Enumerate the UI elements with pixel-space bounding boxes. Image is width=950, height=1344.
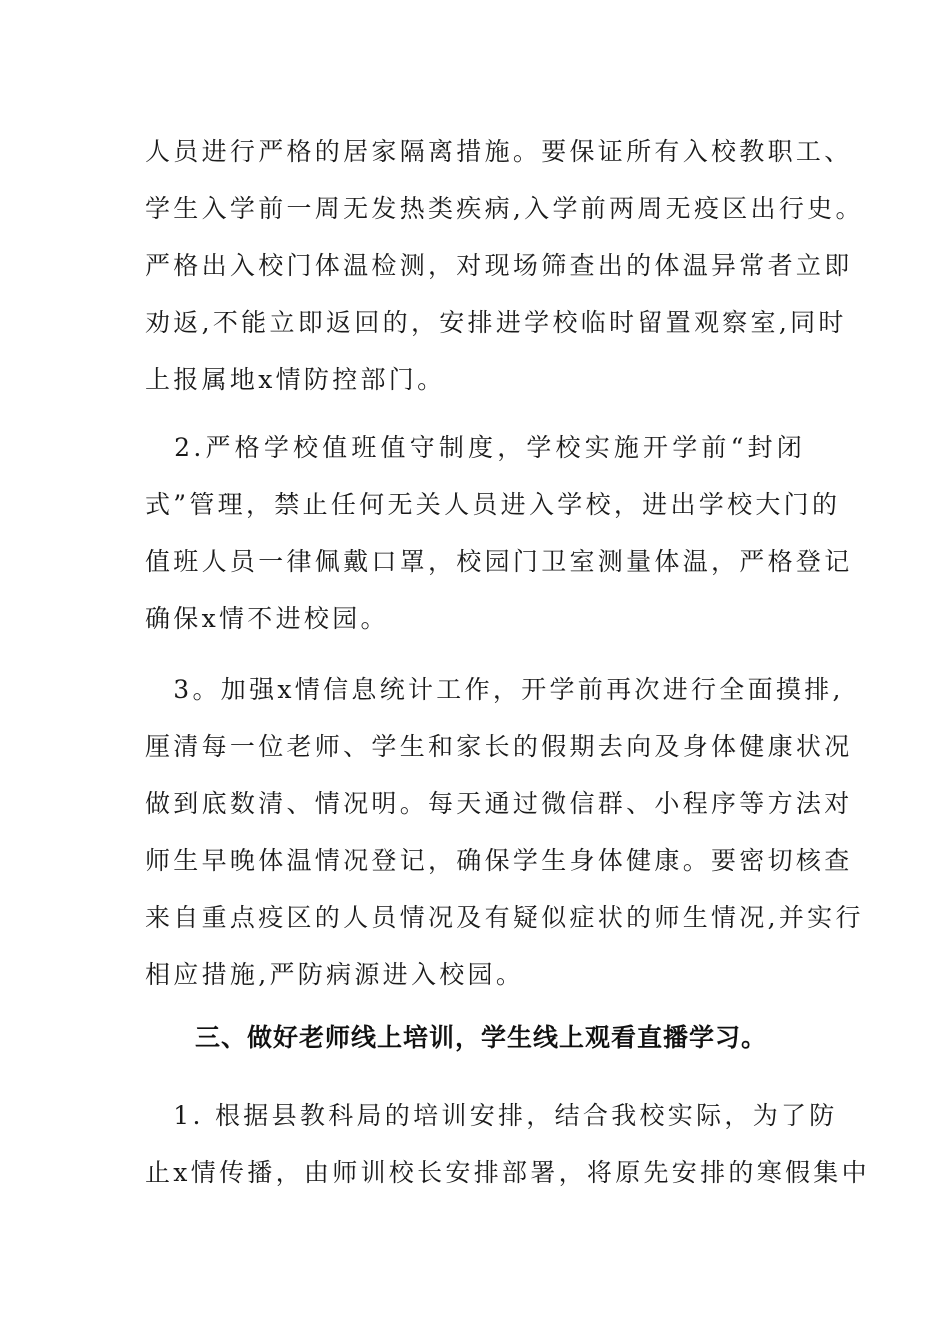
paragraph-line: 师生早晚体温情况登记，确保学生身体健康。要密切核查 — [145, 846, 853, 875]
paragraph-4 — [145, 1087, 870, 1201]
paragraph-3 — [145, 661, 864, 1003]
paragraph-line: 3。加强x情信息统计工作，开学前再次进行全面摸排, — [145, 675, 844, 704]
paragraph-line: 止x情传播，由师训校长安排部署，将原先安排的寒假集中 — [145, 1158, 870, 1187]
paragraph-line: 劝返,不能立即返回的，安排进学校临时留置观察室,同时 — [145, 308, 847, 337]
paragraph-line: 上报属地x情防控部门。 — [145, 365, 446, 394]
paragraph-line: 值班人员一律佩戴口罩，校园门卫室测量体温，严格登记 — [145, 547, 853, 576]
paragraph-line: 2.严格学校值班值守制度，学校实施开学前“封闭 — [145, 433, 805, 462]
paragraph-line: 厘清每一位老师、学生和家长的假期去向及身体健康状况 — [145, 732, 853, 761]
paragraph-line: 学生入学前一周无发热类疾病,入学前两周无疫区出行史。 — [145, 194, 864, 223]
paragraph-line: 式”管理，禁止任何无关人员进入学校，进出学校大门的 — [145, 490, 841, 519]
paragraph-line: 1. 根据县教科局的培训安排，结合我校实际，为了防 — [145, 1101, 838, 1130]
paragraph-line: 人员进行严格的居家隔离措施。要保证所有入校教职工、 — [145, 137, 853, 166]
paragraph-line: 来自重点疫区的人员情况及有疑似症状的师生情况,并实行 — [145, 903, 864, 932]
paragraph-line: 相应措施,严防病源进入校园。 — [145, 960, 525, 989]
paragraph-2 — [145, 419, 853, 647]
paragraph-line: 确保x情不进校园。 — [145, 604, 389, 633]
paragraph-line: 做到底数清、情况明。每天通过微信群、小程序等方法对 — [145, 789, 853, 818]
section-heading: 三、做好老师线上培训，学生线上观看直播学习。 — [195, 1023, 768, 1052]
paragraph-1 — [145, 123, 864, 408]
paragraph-line: 严格出入校门体温检测，对现场筛查出的体温异常者立即 — [145, 251, 853, 280]
